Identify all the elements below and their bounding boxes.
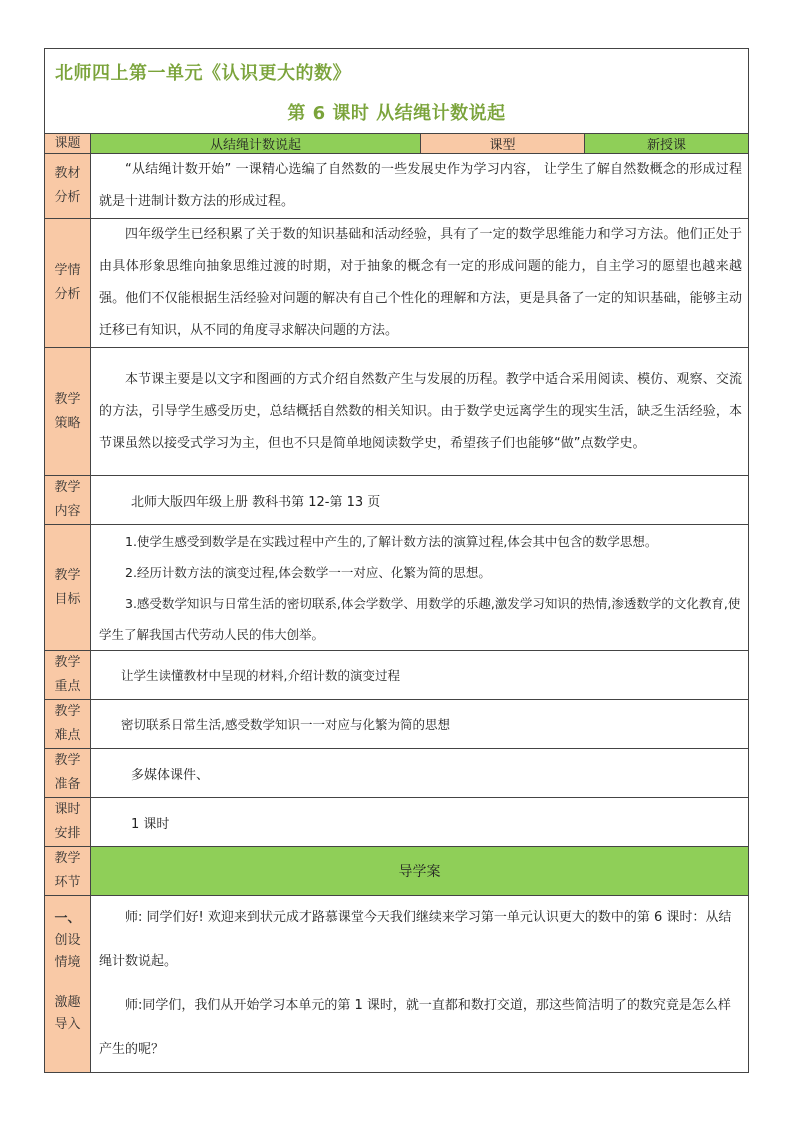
label-line: 环节: [54, 875, 81, 890]
goal-item: 1.使学生感受到数学是在实践过程中产生的,了解计数方法的演算过程,体会其中包含的数学思想。: [125, 533, 658, 549]
schedule-row: [45, 798, 749, 847]
student-analysis-row: [45, 219, 749, 348]
label-line: 教学: [54, 567, 81, 583]
document-title: 北师四上第一单元《认识更大的数》: [55, 63, 351, 84]
type-value: 新授课: [585, 134, 749, 154]
label-line: 教学: [54, 655, 81, 670]
content-row: [45, 476, 749, 525]
difficulties-row: [45, 700, 749, 749]
label-line: 准备: [54, 777, 81, 792]
label-line: 学情: [54, 263, 81, 278]
label-line: 一、: [54, 911, 81, 926]
goal-item: 2.经历计数方法的演变过程,体会数学一一对应、化繁为简的思想。: [125, 564, 491, 580]
type-label: 课型: [421, 134, 585, 154]
key-points-text: 让学生读懂教材中呈现的材料,介绍计数的演变过程: [91, 651, 749, 700]
preparation-row: [45, 749, 749, 798]
strategy-row: [45, 348, 749, 476]
header-cell: [45, 49, 749, 134]
label-line: 教学: [54, 851, 81, 866]
stage-header: 导学案: [91, 847, 749, 896]
strategy-text: [91, 348, 749, 476]
stage-label: [45, 847, 91, 896]
goals-label: [45, 525, 91, 651]
lesson-plan-document: [44, 48, 748, 1073]
difficulties-label: [45, 700, 91, 749]
label-line: 课时: [54, 802, 81, 817]
label-line: 情境: [54, 955, 81, 970]
goals-text: [91, 525, 749, 651]
label-line: 分析: [54, 287, 81, 302]
label-spacer: [45, 974, 90, 992]
content-label: [45, 476, 91, 525]
label-line: 内容: [54, 504, 81, 519]
label-line: 导入: [54, 1017, 81, 1032]
intro-text: [91, 896, 749, 1073]
key-points-label: [45, 651, 91, 700]
label-line: 目标: [54, 591, 81, 607]
stage-row: [45, 847, 749, 896]
student-analysis-label: [45, 219, 91, 348]
label-line: 难点: [54, 728, 81, 743]
goal-item: 3.感受数学知识与日常生活的密切联系,体会学数学、用数学的乐趣,激发学习知识的热情,渗透数学的文化教育,使学生了解我国古代劳动人民的伟大创举。: [99, 595, 741, 642]
intro-row: [45, 896, 749, 1073]
strategy-label: [45, 348, 91, 476]
schedule-text: 1 课时: [91, 798, 749, 847]
material-analysis-row: [45, 154, 749, 219]
label-line: 重点: [54, 679, 81, 694]
goals-row: [45, 525, 749, 651]
content-text: 北师大版四年级上册 教科书第 12-第 13 页: [91, 476, 749, 525]
paragraph: 四年级学生已经积累了关于数的知识基础和活动经验，具有了一定的数学思维能力和学习方法。他们正处于由具体形象思维向抽象思维过渡的时期，对于抽象的概念有一定的形成问题的能力，自主学习的愿望也越来越强。他们不仅能根据生活经验对问题的解决有自己个性化的理解和方法，更是具备了一定的知识基础，能够主动迁移已有知识，从不同的角度寻求解决问题的方法。: [99, 227, 742, 338]
label-line: 教学: [54, 753, 81, 768]
label-line: 激趣: [54, 995, 81, 1010]
schedule-label: [45, 798, 91, 847]
header-row: [45, 49, 749, 134]
topic-value: 从结绳计数说起: [91, 134, 421, 154]
label-line: 策略: [54, 415, 81, 431]
label-line: 安排: [54, 826, 81, 841]
label-line: 分析: [54, 190, 81, 205]
paragraph: 本节课主要是以文字和图画的方式介绍自然数产生与发展的历程。教学中适合采用阅读、模仿、观察、交流的方法，引导学生感受历史，总结概括自然数的相关知识。由于数学史远离学生的现实生活，缺乏生活经验，本节课虽然以接受式学习为主，但也不只是简单地阅读数学史，希望孩子们也能够“做”点数学史。: [99, 371, 742, 451]
label-line: 教学: [54, 704, 81, 719]
label-line: 教学: [54, 391, 81, 407]
label-line: 创设: [54, 933, 81, 948]
info-row: [45, 134, 749, 154]
label-line: 教学: [54, 480, 81, 495]
label-line: 教材: [54, 166, 81, 181]
lesson-title: 第 6 课时 从结绳计数说起: [287, 103, 506, 124]
student-analysis-text: [91, 219, 749, 348]
preparation-label: [45, 749, 91, 798]
paragraph: 师:同学们，我们从开始学习本单元的第 1 课时，就一直都和数打交道，那这些简洁明了的数究竟是怎么样产生的呢？: [99, 998, 731, 1057]
lesson-plan-table: [44, 48, 749, 1073]
topic-label: 课题: [45, 134, 91, 154]
material-analysis-label: [45, 154, 91, 219]
key-points-row: [45, 651, 749, 700]
difficulties-text: 密切联系日常生活,感受数学知识一一对应与化繁为简的思想: [91, 700, 749, 749]
paragraph: “从结绳计数开始” 一课精心选编了自然数的一些发展史作为学习内容， 让学生了解自然数概念的形成过程就是十进制计数方法的形成过程。: [99, 162, 742, 209]
intro-label: [45, 896, 91, 1073]
preparation-text: 多媒体课件、: [91, 749, 749, 798]
material-analysis-text: [91, 154, 749, 219]
paragraph: 师: 同学们好! 欢迎来到状元成才路慕课堂今天我们继续来学习第一单元认识更大的数中的第 6 课时：从结绳计数说起。: [99, 910, 732, 969]
